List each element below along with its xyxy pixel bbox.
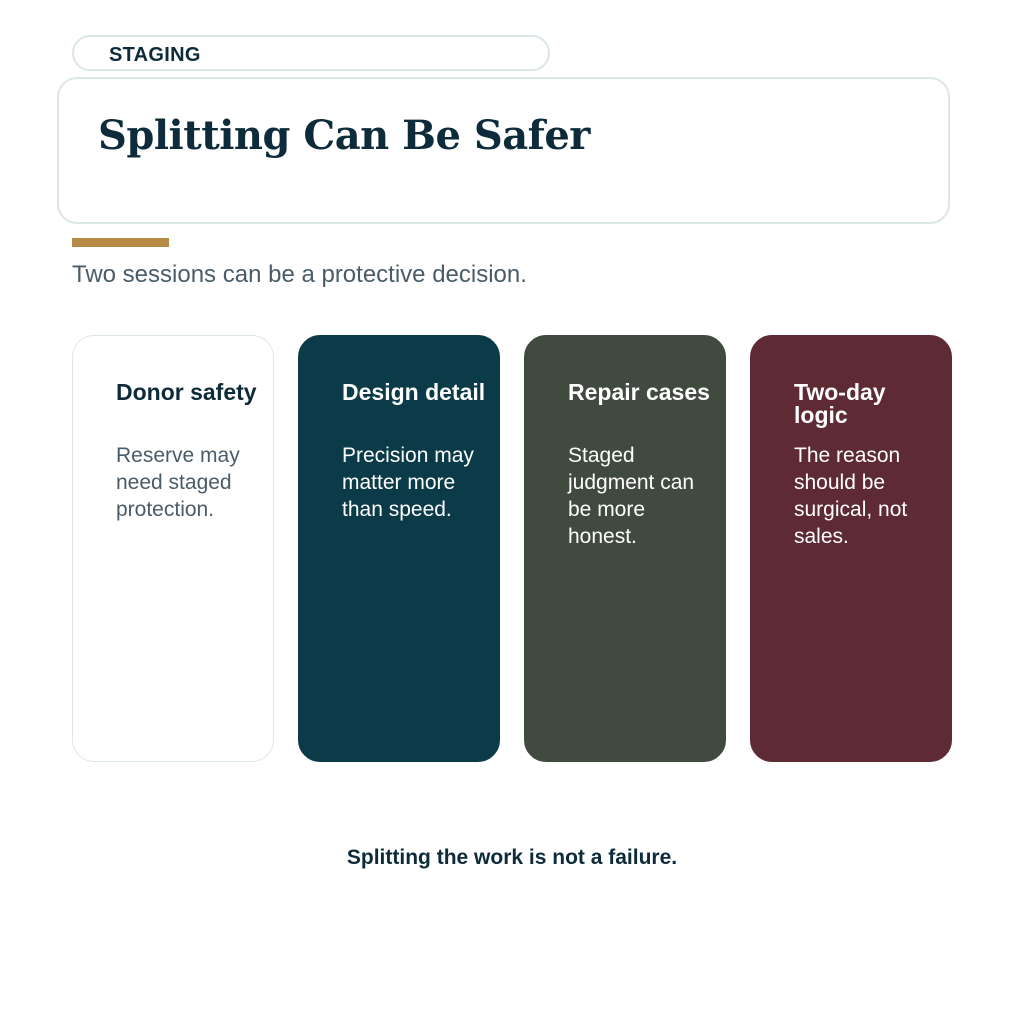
footer-statement: Splitting the work is not a failure. [346, 846, 678, 869]
title-card [57, 77, 950, 224]
card-body: Reserve may need staged protection. [116, 444, 240, 521]
card-donor-safety [72, 335, 274, 762]
subtitle: Two sessions can be a protective decision. [72, 261, 527, 288]
section-label-pill [72, 35, 550, 71]
card-title: Donor safety [116, 379, 257, 405]
card-design-detail [298, 335, 500, 762]
card-title: Two-day logic [794, 379, 886, 428]
card-body: Precision may matter more than speed. [342, 444, 474, 521]
card-two-day-logic [750, 335, 952, 762]
card-repair-cases [524, 335, 726, 762]
card-title: Repair cases [568, 379, 710, 405]
card-title: Design detail [342, 379, 486, 405]
page-title: Splitting Can Be Safer [98, 112, 590, 159]
accent-bar [72, 238, 169, 247]
section-label: STAGING [109, 44, 201, 66]
card-body: Staged judgment can be more honest. [568, 444, 695, 548]
card-body: The reason should be surgical, not sales. [794, 444, 908, 548]
